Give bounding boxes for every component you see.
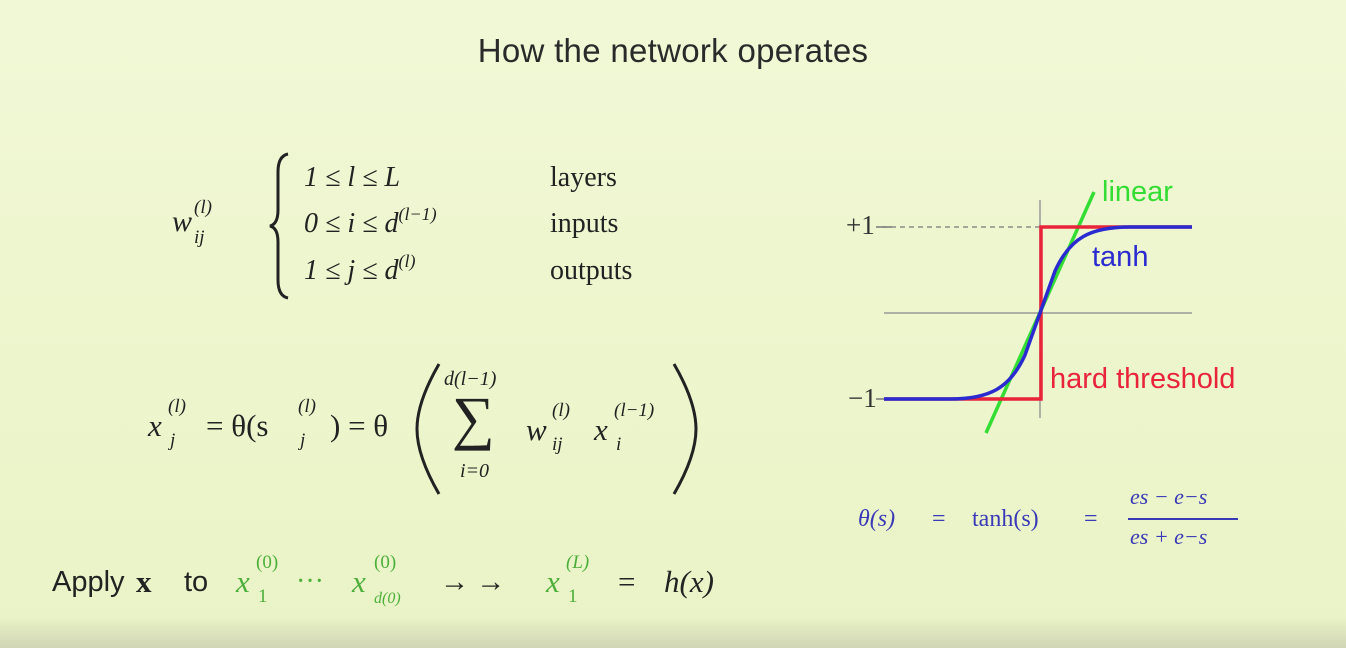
tanh-formula-mid: tanh(s): [972, 506, 1039, 532]
apply-prefix: Apply: [52, 566, 125, 598]
apply-line: [52, 552, 752, 620]
activation-graph: [840, 170, 1300, 450]
plus-one-label: +1: [846, 210, 875, 240]
tanh-formula-lhs: θ(s): [858, 506, 896, 532]
minus-one-label: −1: [848, 383, 877, 413]
condition-meaning: outputs: [550, 255, 633, 286]
linear-label: linear: [1102, 176, 1173, 208]
xd-base: x: [352, 564, 366, 599]
xl-subscript: 1: [568, 586, 578, 607]
slide-title: How the network operates: [477, 32, 869, 69]
apply-dots: ···: [296, 566, 324, 597]
tanh-formula-denominator: es + e−s: [1130, 524, 1208, 549]
sum-x-superscript: (l−1): [614, 400, 655, 421]
tanh-fraction-bar: [1128, 518, 1238, 520]
sum-w-subscript: ij: [552, 434, 563, 455]
sum-x-subscript: i: [616, 434, 622, 455]
x-subscript: j: [170, 430, 176, 451]
tanh-formula: [858, 482, 1258, 552]
condition-meaning: inputs: [550, 208, 619, 239]
xd-superscript: (0): [374, 552, 397, 573]
s-subscript: j: [300, 430, 306, 451]
tanh-formula-eq2: =: [1084, 506, 1098, 532]
left-brace: [268, 152, 292, 300]
xl-base: x: [546, 564, 560, 599]
tanh-label: tanh: [1092, 241, 1149, 273]
sum-lower-limit: i=0: [460, 460, 490, 482]
x1-base: x: [236, 564, 250, 599]
hard-threshold-label: hard threshold: [1050, 363, 1236, 395]
condition-range-superscript: (l−1): [398, 204, 437, 224]
weight-superscript: (l): [194, 197, 212, 218]
bottom-shade: [0, 616, 1346, 648]
right-paren: [670, 362, 700, 496]
apply-eq: =: [618, 564, 636, 599]
apply-bold-x: x: [136, 564, 152, 599]
left-paren: [413, 362, 443, 496]
condition-row-inputs: [304, 204, 664, 244]
condition-range-superscript: (l): [398, 251, 416, 271]
condition-row-outputs: [304, 251, 664, 291]
apply-arrows: → →: [440, 566, 506, 598]
weight-base: w: [172, 205, 193, 238]
xl-superscript: (L): [566, 552, 590, 573]
apply-result: h(x): [664, 564, 714, 599]
apply-to: to: [184, 566, 209, 598]
formula-eq-theta: ) = θ: [330, 408, 389, 443]
x-base: x: [148, 408, 162, 443]
weight-subscript: ij: [194, 227, 205, 248]
sum-x: [594, 400, 655, 455]
x1-superscript: (0): [256, 552, 279, 573]
s-superscript: (l): [298, 396, 316, 417]
condition-range: 1 ≤ j ≤ d: [304, 255, 399, 286]
sum-weight: [526, 400, 570, 455]
tanh-formula-numerator: es − e−s: [1130, 484, 1208, 509]
x-superscript: (l): [168, 396, 186, 417]
xd-subscript: d(0): [374, 590, 401, 607]
sum-w-superscript: (l): [552, 400, 570, 421]
tanh-formula-eq1: =: [932, 506, 946, 532]
sum-upper-limit: d(l−1): [444, 368, 497, 390]
condition-row-layers: [304, 162, 664, 198]
sum-x-base: x: [594, 412, 608, 447]
weight-symbol: [172, 197, 212, 248]
condition-meaning: layers: [550, 162, 617, 193]
sum-symbol: ∑: [452, 385, 495, 451]
formula-eq-theta-s: = θ(s: [206, 408, 269, 443]
sum-w-base: w: [526, 412, 547, 447]
condition-range: 0 ≤ i ≤ d: [304, 208, 399, 239]
condition-range: 1 ≤ l ≤ L: [304, 162, 401, 193]
x1-subscript: 1: [258, 586, 268, 607]
